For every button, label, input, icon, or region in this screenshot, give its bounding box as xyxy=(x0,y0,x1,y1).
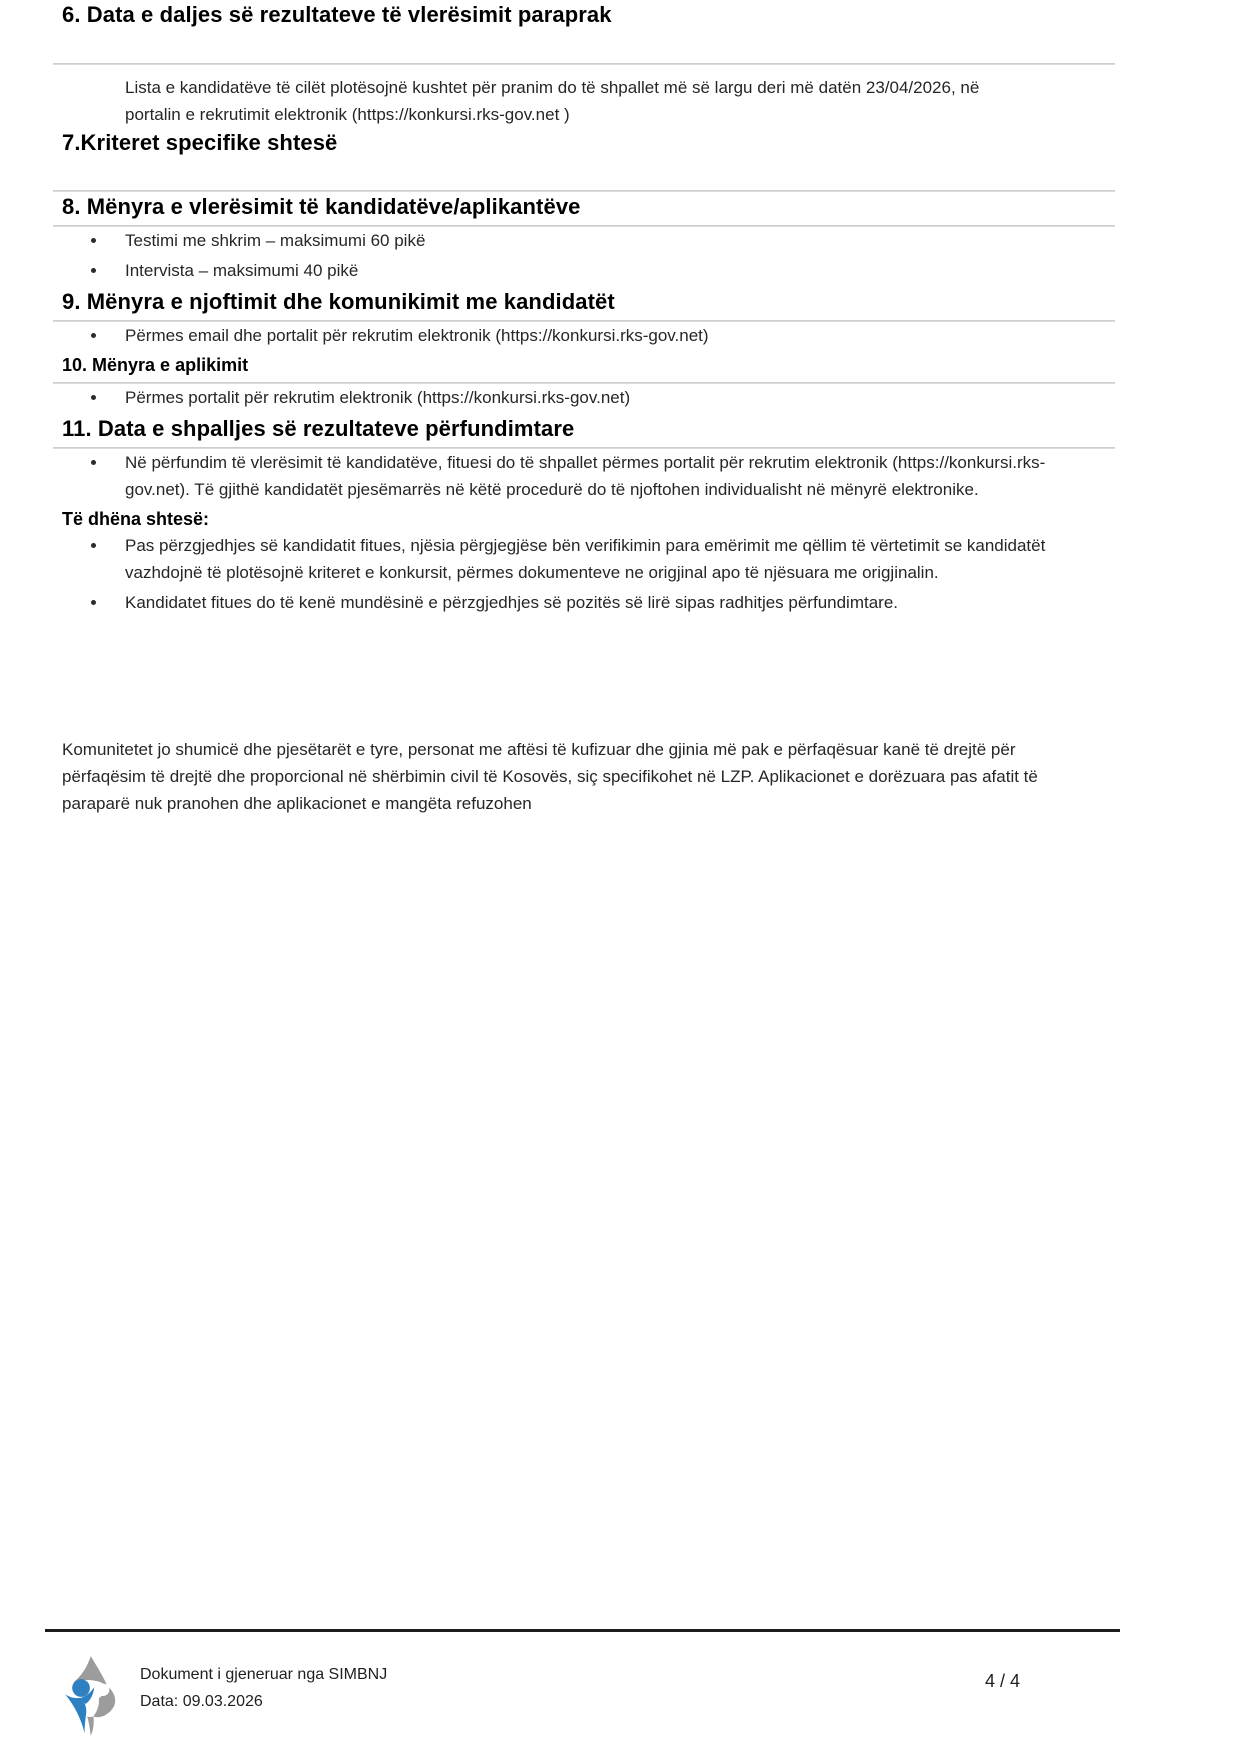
bullet-text: Testimi me shkrim – maksimumi 60 pikë xyxy=(125,231,426,250)
list-item xyxy=(62,322,1115,349)
bullet-icon xyxy=(91,268,96,273)
logo-head-blue-figure xyxy=(72,1679,90,1697)
bullet-text: Kandidatet fitues do të kenë mundësinë e përzgjedhjes së pozitës së lirë sipas radhitjes përfundimtare. xyxy=(125,593,899,612)
section-7-title: 7.Kriteret specifike shtesë xyxy=(62,130,338,155)
list-item xyxy=(62,227,1115,254)
section-11-bullet-list xyxy=(62,449,1115,503)
bullet-icon xyxy=(91,600,96,605)
additional-info-bullet-list xyxy=(62,532,1115,616)
section-10-title: 10. Mënyra e aplikimit xyxy=(62,355,249,375)
section-8-title: 8. Mënyra e vlerësimit të kandidatëve/aplikantëve xyxy=(62,194,581,219)
section-6-paragraph: Lista e kandidatëve të cilët plotësojnë kushtet për pranim do të shpallet më së largu deri më datën 23/04/2026, në portalin e rekrutimit elektronik (https://konkursi.rks-gov.net ) xyxy=(125,78,980,124)
bullet-icon xyxy=(91,460,96,465)
list-item xyxy=(62,589,1070,616)
list-item xyxy=(62,257,1115,284)
list-item xyxy=(62,449,1070,503)
section-11-title: 11. Data e shpalljes së rezultateve përfundimtare xyxy=(62,416,575,441)
page-number: 4 / 4 xyxy=(985,1671,1021,1691)
bullet-text: Në përfundim të vlerësimit të kandidatëve, fituesi do të shpallet përmes portalit për rekrutim elektronik (https://konkursi.rks-gov.net). Të gjithë kandidatët pjesëmarrës në këtë procedurë do të njoftohen individualisht në mënyrë elektronike. xyxy=(125,453,1046,499)
bullet-icon xyxy=(91,333,96,338)
section-6-divider xyxy=(53,63,1115,65)
section-9-bullet-list xyxy=(62,322,1115,349)
bullet-text: Pas përzgjedhjes së kandidatit fitues, njësia përgjegjëse bën verifikimin para emërimit me qëllim të vërtetimit se kandidatët vazhdojnë të plotësojnë kriteret e konkursit, përmes dokumenteve ne origjinal apo të njësuara me origjinalin. xyxy=(125,536,1046,582)
section-10-bullet-list xyxy=(62,384,1115,411)
section-8-bullet-list xyxy=(62,227,1115,284)
logo-head-gray-figure xyxy=(97,1684,109,1696)
bullet-text: Përmes portalit për rekrutim elektronik (https://konkursi.rks-gov.net) xyxy=(125,388,631,407)
footer-divider xyxy=(45,1629,1120,1632)
bullet-text: Intervista – maksimumi 40 pikë xyxy=(125,261,359,280)
section-9-title: 9. Mënyra e njoftimit dhe komunikimit me kandidatët xyxy=(62,289,615,314)
footer-date-text: Data: 09.03.2026 xyxy=(140,1693,263,1710)
document-content xyxy=(62,0,1115,817)
footer-generated-text: Dokument i gjeneruar nga SIMBNJ xyxy=(140,1666,388,1683)
footer-text-block xyxy=(140,1661,387,1715)
list-item xyxy=(62,532,1070,586)
bullet-icon xyxy=(91,238,96,243)
bullet-icon xyxy=(91,395,96,400)
bullet-text: Përmes email dhe portalit për rekrutim elektronik (https://konkursi.rks-gov.net) xyxy=(125,326,709,345)
bullet-icon xyxy=(91,543,96,548)
section-6-title: 6. Data e daljes së rezultateve të vlerësimit paraprak xyxy=(62,2,612,27)
closing-paragraph: Komunitetet jo shumicë dhe pjesëtarët e tyre, personat me aftësi të kufizuar dhe gjinia më pak e përfaqësuar kanë të drejtë për përfaqësim të drejtë dhe proporcional në shërbimin civil të Kosovës, siç specifikohet në LZP. Aplikacionet e dorëzuara pas afatit të paraparë nuk pranohen dhe aplikacionet e mangëta refuzohen xyxy=(62,740,1038,813)
list-item xyxy=(62,384,1115,411)
simbnj-logo-icon xyxy=(58,1650,120,1742)
additional-info-label: Të dhëna shtesë: xyxy=(62,509,210,529)
